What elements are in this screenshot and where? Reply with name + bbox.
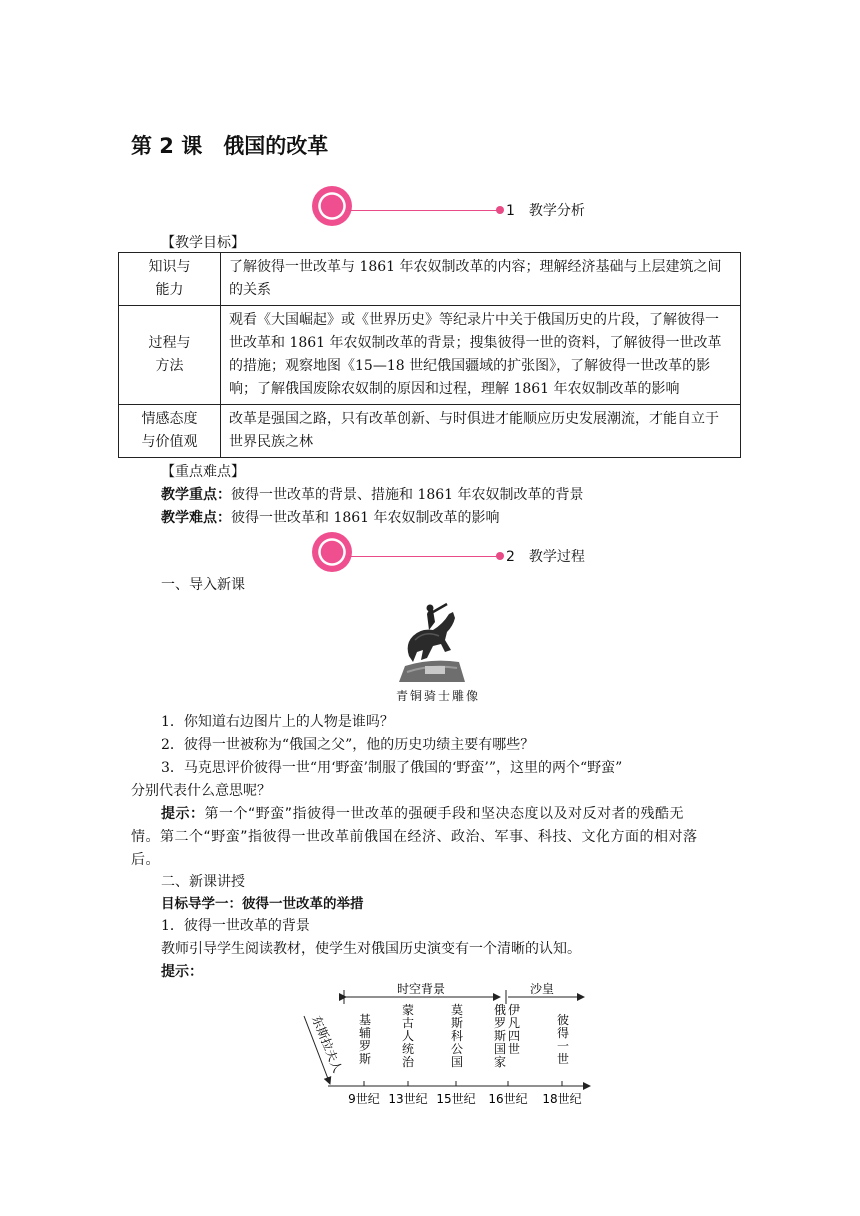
key-point-label: 教学重点： [161, 487, 231, 503]
key-points-heading: 【重点难点】 [161, 464, 245, 480]
timeline-column-label: 基辅罗斯 [358, 1013, 372, 1066]
question-3-continued: 分别代表什么意思呢？ [131, 783, 271, 799]
hint-line-3: 后。 [131, 852, 160, 868]
item-heading: 1．彼得一世改革的背景 [161, 918, 310, 934]
page-title: 第 2 课 俄国的改革 [131, 134, 329, 158]
pink-circle-icon [312, 186, 352, 226]
table-row [119, 253, 741, 306]
statue-caption: 青铜骑士雕像 [396, 689, 481, 703]
timeline-column-label: 伊凡四世 [507, 1003, 521, 1056]
dot-icon [496, 552, 504, 560]
goal-key: 知识与 能力 [119, 253, 221, 306]
timeline-tick-label: 13世纪 [388, 1092, 428, 1106]
dot-icon [496, 206, 504, 214]
span-label-background: 时空背景 [397, 982, 446, 996]
section-header-process [312, 532, 762, 572]
hint-label: 提示： [161, 806, 205, 822]
goal-value: 了解彼得一世改革与 1861 年农奴制改革的内容；理解经济基础与上层建筑之间的关系 [221, 253, 741, 306]
question-3: 3．马克思评价彼得一世“用‘野蛮’制服了俄国的‘野蛮’”，这里的两个“野蛮” [161, 760, 623, 776]
goals-heading: 【教学目标】 [161, 235, 245, 251]
bronze-horseman-statue-image [395, 600, 467, 682]
timeline-column-label: 蒙古人统治 [401, 1003, 415, 1069]
hint-line-2: 情。第二个“野蛮”指彼得一世改革前俄国在经济、政治、军事、科技、文化方面的相对落 [131, 829, 698, 845]
table-row [119, 306, 741, 405]
russia-history-timeline [290, 982, 600, 1112]
goal-key: 情感态度 与价值观 [119, 405, 221, 458]
span-label-tsar: 沙皇 [530, 982, 555, 996]
hint-text: 第一个“野蛮”指彼得一世改革的强硬手段和坚决态度以及对反对者的残酷无 [204, 806, 685, 822]
side-label: 东斯拉夫人 [309, 1013, 345, 1075]
divider-line [348, 210, 498, 211]
question-1: 1．你知道右边图片上的人物是谁吗？ [161, 714, 394, 730]
timeline-column-label: 彼得一世 [556, 1013, 570, 1066]
difficult-point-text: 彼得一世改革和 1861 年农奴制改革的影响 [231, 510, 500, 526]
goal-value: 观看《大国崛起》或《世界历史》等纪录片中关于俄国历史的片段，了解彼得一世改革和 1861 年农奴制改革的背景；搜集彼得一世的资料，了解彼得一世改革的措施；观察地图《15—18 世纪俄国疆域的扩张图》，了解彼得一世改革的影响；了解俄国废除农奴制的原因和过程，理解 1861 年农奴制改革的影响 [221, 306, 741, 405]
timeline-column-label: 俄罗斯国家 [493, 1003, 507, 1069]
timeline-tick-label: 18世纪 [542, 1092, 582, 1106]
new-lesson-heading: 二、新课讲授 [161, 874, 245, 890]
difficult-point-label: 教学难点： [161, 510, 231, 526]
section-header-analysis [312, 186, 762, 226]
timeline-column-label: 莫斯科公国 [450, 1003, 464, 1069]
key-point-text: 彼得一世改革的背景、措施和 1861 年农奴制改革的背景 [231, 487, 584, 503]
goal-value: 改革是强国之路，只有改革创新、与时俱进才能顺应历史发展潮流，才能自立于世界民族之林 [221, 405, 741, 458]
pink-circle-icon [312, 532, 352, 572]
table-row [119, 405, 741, 458]
item-text: 教师引导学生阅读教材，使学生对俄国历史演变有一个清晰的认知。 [161, 941, 581, 957]
target-heading: 目标导学一：彼得一世改革的举措 [161, 896, 364, 912]
section-label: 2 教学过程 [506, 549, 585, 565]
divider-line [348, 556, 498, 557]
goal-key: 过程与 方法 [119, 306, 221, 405]
difficult-point [161, 507, 500, 529]
goals-table [118, 252, 741, 458]
timeline-tick-label: 15世纪 [436, 1092, 476, 1106]
timeline-tick-label: 9世纪 [348, 1092, 380, 1106]
key-point [161, 484, 584, 506]
hint2-label: 提示： [161, 964, 203, 980]
timeline-tick-label: 16世纪 [488, 1092, 528, 1106]
intro-heading: 一、导入新课 [161, 577, 245, 593]
question-2: 2．彼得一世被称为“俄国之父”，他的历史功绩主要有哪些？ [161, 737, 535, 753]
section-label: 1 教学分析 [506, 203, 585, 219]
hint-line-1 [161, 803, 684, 825]
